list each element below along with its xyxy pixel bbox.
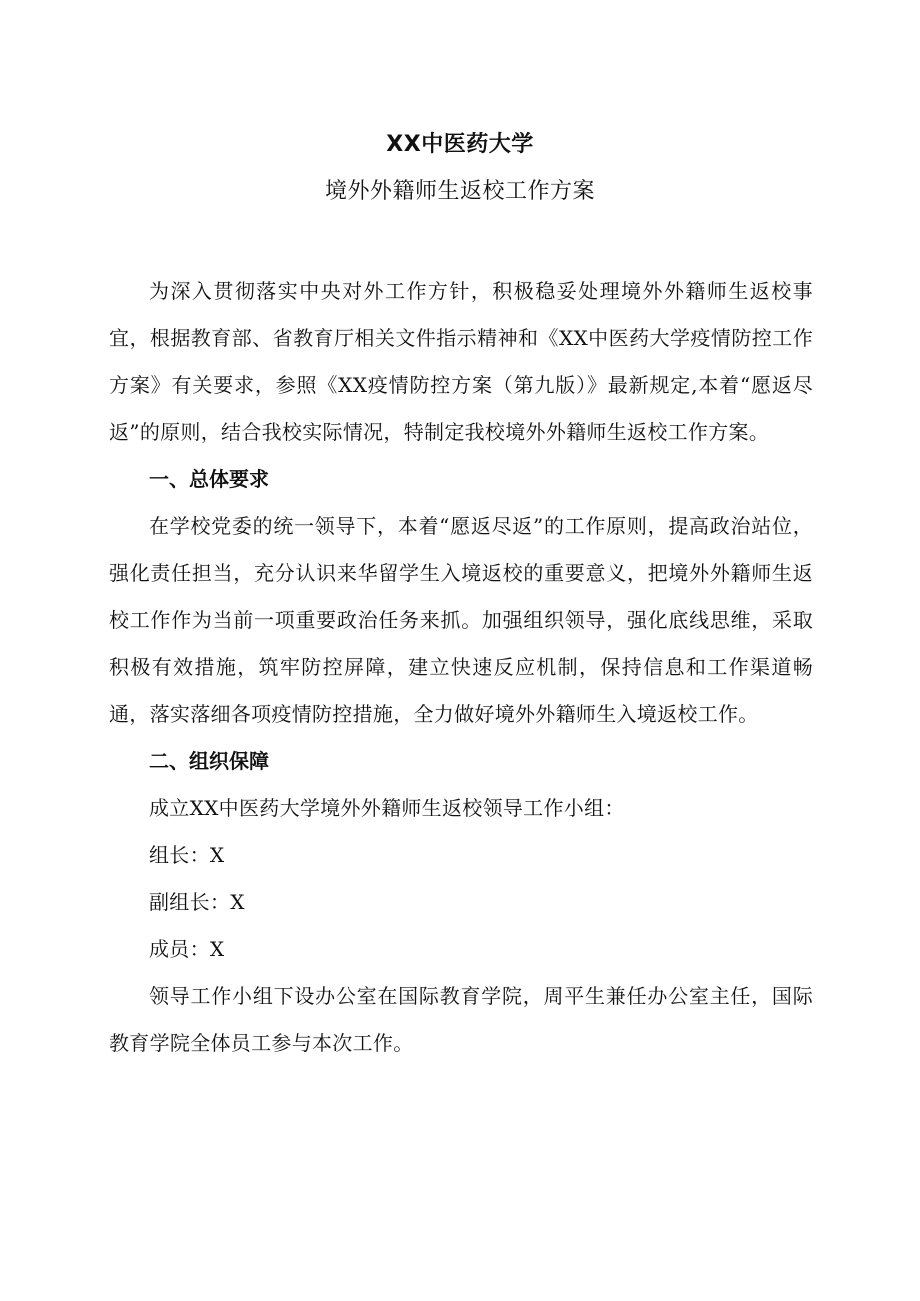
group-members-line: 成员：X: [149, 937, 225, 961]
section-2-heading: 二、组织保障: [149, 749, 269, 773]
section-1-paragraph: 在学校党委的统一领导下，本着“愿返尽返”的工作原则，提高政治站位，强化责任担当，充分认识来华留学生入境返校的重要意义，把境外外籍师生返校工作作为当前一项重要政治任务来抓。加强组织领导，强化底线思维，采取积极有效措施，筑牢防控屏障，建立快速反应机制，保持信息和工作渠道畅通，落实落细各项疫情防控措施，全力做好境外外籍师生入境返校工作。: [109, 514, 813, 726]
group-deputy-line: 副组长：X: [149, 890, 245, 914]
office-paragraph: 领导工作小组下设办公室在国际教育学院，周平生兼任办公室主任，国际教育学院全体员工参与本次工作。: [109, 984, 813, 1055]
intro-paragraph: 为深入贯彻落实中央对外工作方针，积极稳妥处理境外外籍师生返校事宜，根据教育部、省教育厅相关文件指示精神和《XX中医药大学疫情防控工作方案》有关要求，参照《XX疫情防控方案（第九版）》最新规定,本着“愿返尽返”的原则，结合我校实际情况，特制定我校境外外籍师生返校工作方案。: [109, 279, 813, 444]
section-1-heading: 一、总体要求: [149, 467, 269, 491]
document-body: [109, 268, 813, 1067]
document-title: XX中医药大学: [386, 132, 534, 157]
group-leader-line: 组长：X: [149, 843, 225, 867]
document-subtitle: 境外外籍师生返校工作方案: [324, 179, 595, 204]
section-2-lead: 成立XX中医药大学境外外籍师生返校领导工作小组：: [149, 796, 625, 820]
